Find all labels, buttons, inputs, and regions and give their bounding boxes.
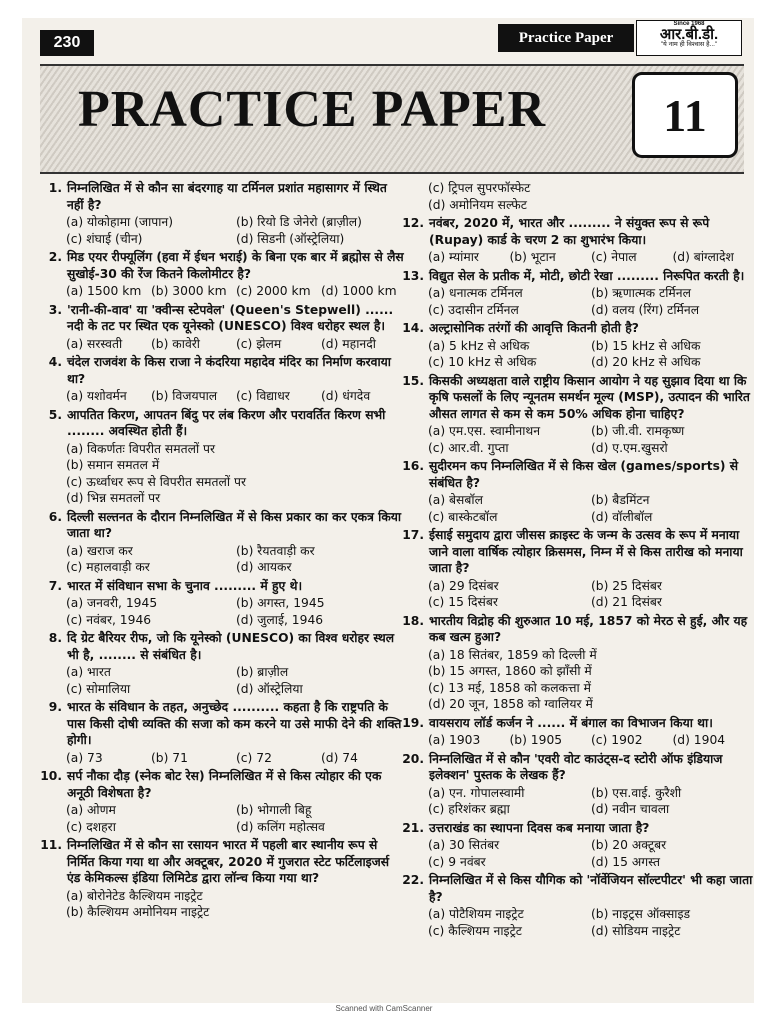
- question-text: दिल्ली सल्तनत के दौरान निम्नलिखित में से किस प्रकार का कर एकत्र किया जाता था?: [67, 509, 402, 540]
- question: [396, 872, 754, 905]
- page-title: PRACTICE PAPER: [78, 81, 547, 138]
- answer-option: (c) सोमालिया: [66, 681, 131, 696]
- option-list: [34, 595, 406, 628]
- answer-option: (c) आर.वी. गुप्ता: [428, 440, 509, 455]
- question-text: 'रानी-की-वाव' या 'क्वीन्स स्टेपवेल' (Queen's Stepwell) ...... नदी के तट पर स्थित एक यूनेस्को (UNESCO) विश्व धरोहर स्थल है।: [67, 302, 394, 333]
- answer-option: (d) 21 दिसंबर: [591, 595, 662, 609]
- question: [34, 249, 406, 282]
- question: [396, 527, 754, 577]
- answer-option: (c) महालवाड़ी कर: [66, 560, 150, 574]
- question: [396, 715, 754, 732]
- answer-option: (d) आयकर: [236, 560, 292, 574]
- answer-option: (d) सिडनी (ऑस्ट्रेलिया): [236, 231, 345, 246]
- answer-option: (b) समान समतल में: [66, 458, 160, 472]
- question-number: 4.: [48, 355, 62, 369]
- answer-option: (c) 72: [236, 750, 272, 765]
- option-list: [34, 802, 406, 835]
- option-list: [34, 543, 406, 576]
- answer-option: (c) नेपाल: [591, 250, 637, 264]
- answer-option: (c) 10 kHz से अधिक: [428, 355, 537, 369]
- answer-option: (a) खराज कर: [66, 543, 133, 558]
- answer-option: (d) वलय (रिंग) टर्मिनल: [591, 302, 700, 317]
- question-number: 22.: [402, 873, 424, 887]
- answer-option: (b) कैल्शियम अमोनियम नाइट्रेट: [66, 905, 210, 919]
- question: [396, 458, 754, 491]
- answer-option: (a) विकर्णतः विपरीत समतलों पर: [66, 441, 216, 456]
- question-number: 7.: [48, 578, 62, 593]
- question-number: 12.: [402, 216, 424, 230]
- answer-option: (d) वॉलीबॉल: [591, 509, 653, 524]
- question: [34, 180, 406, 213]
- answer-option: (c) 2000 km: [236, 284, 311, 298]
- question-number: 15.: [402, 373, 424, 388]
- question-text: निम्नलिखित में से किस यौगिक को 'नॉर्वेजियन सॉल्टपीटर' भी कहा जाता है?: [429, 873, 753, 904]
- answer-option: (b) ऋणात्मक टर्मिनल: [591, 286, 691, 300]
- answer-option: (a) ओणम: [66, 803, 116, 817]
- answer-option: (d) अमोनियम सल्फेट: [428, 197, 527, 212]
- question-number: 2.: [48, 250, 62, 264]
- question-number: 21.: [402, 820, 424, 835]
- answer-option: (b) 15 kHz से अधिक: [591, 338, 701, 353]
- answer-option: (c) हरिशंकर ब्रह्मा: [428, 802, 510, 816]
- question-text: दि ग्रेट बैरियर रीफ, जो कि यूनेस्को (UNESCO) का विश्व धरोहर स्थल भी है, ........ से संबंधित है।: [67, 631, 395, 662]
- left-column: [34, 180, 406, 923]
- answer-option: (a) 5 kHz से अधिक: [428, 338, 530, 353]
- logo-brand: आर.बी.डी.: [659, 26, 719, 43]
- answer-option: (d) महानदी: [321, 336, 376, 351]
- question-number: 16.: [402, 459, 424, 473]
- question-text: अल्ट्रासोनिक तरंगों की आवृत्ति कितनी होती है?: [429, 321, 639, 335]
- answer-option: (d) धंगदेव: [321, 389, 371, 403]
- answer-option: (a) भारत: [66, 665, 111, 679]
- option-list: [34, 888, 406, 921]
- option-list: [34, 441, 406, 507]
- paper-number: 11: [632, 72, 738, 158]
- question-text: भारत में संविधान सभा के चुनाव ......... में हुए थे।: [67, 578, 303, 593]
- question: [396, 751, 754, 784]
- answer-option: (d) 1904: [672, 733, 726, 747]
- question-number: 9.: [48, 700, 62, 714]
- option-list: [34, 214, 406, 247]
- answer-option: (a) 1500 km: [66, 284, 142, 298]
- answer-option: (b) विजयपाल: [151, 389, 218, 403]
- answer-option: (d) 20 kHz से अधिक: [591, 355, 701, 369]
- answer-option: (d) ऑस्ट्रेलिया: [236, 681, 303, 696]
- question-number: 13.: [402, 268, 424, 283]
- publisher-logo: [636, 20, 742, 56]
- logo-slogan: "ये नाम ही विश्वास है...": [660, 41, 718, 48]
- option-list: [396, 285, 754, 318]
- question: [34, 354, 406, 387]
- answer-option: (a) योकोहामा (जापान): [66, 215, 174, 229]
- answer-option: (c) नवंबर, 1946: [66, 612, 152, 627]
- option-list: [396, 249, 754, 266]
- logo-since: Since 1968: [673, 21, 705, 27]
- answer-option: (b) 1905: [509, 733, 563, 747]
- answer-option: (b) बैडमिंटन: [591, 493, 650, 507]
- answer-option: (d) सोडियम नाइट्रेट: [591, 923, 681, 938]
- page-number: 230: [40, 30, 94, 56]
- answer-option: (a) 30 सितंबर: [428, 838, 500, 852]
- answer-option: (b) 3000 km: [151, 284, 227, 298]
- question: [34, 837, 406, 887]
- option-list: [34, 664, 406, 697]
- answer-option: (c) कैल्शियम नाइट्रेट: [428, 923, 522, 938]
- answer-option: (b) अगस्त, 1945: [236, 596, 325, 610]
- answer-option: (a) 73: [66, 750, 103, 765]
- answer-option: (b) भोगाली बिहू: [236, 803, 312, 817]
- question: [34, 578, 406, 595]
- answer-option: (d) 15 अगस्त: [591, 854, 660, 869]
- answer-option: (c) शंघाई (चीन): [66, 231, 143, 246]
- answer-option: (a) एम.एस. स्वामीनाथन: [428, 424, 541, 438]
- option-list: [396, 423, 754, 456]
- question-number: 3.: [48, 302, 62, 317]
- question-text: सर्प नौका दौड़ (स्नेक बोट रेस) निम्नलिखित में से किस त्योहार की एक अनूठी विशेषता है?: [67, 769, 382, 800]
- answer-option: (c) विद्याधर: [236, 389, 290, 403]
- question: [396, 373, 754, 423]
- answer-option: (d) 1000 km: [321, 284, 397, 298]
- question-text: उत्तराखंड का स्थापना दिवस कब मनाया जाता है?: [429, 820, 650, 835]
- question-text: निम्नलिखित में से कौन 'एवरी वोट काउंट्स-द स्टोरी ऑफ इंडियाज इलेक्शन' पुस्तक के लेखक हैं?: [429, 751, 723, 782]
- question-number: 19.: [402, 715, 424, 730]
- scanner-watermark: Scanned with CamScanner: [335, 1004, 433, 1013]
- question-text: सुदीरमन कप निम्नलिखित में से किस खेल (games/sports) से संबंधित है?: [429, 459, 739, 490]
- answer-option: (d) नवीन चावला: [591, 802, 670, 816]
- continued-options: [396, 180, 754, 213]
- answer-option: (a) एन. गोपालस्वामी: [428, 785, 525, 800]
- answer-option: (d) कलिंग महोत्सव: [236, 819, 325, 834]
- answer-option: (a) पोटैशियम नाइट्रेट: [428, 907, 524, 921]
- option-list: [396, 906, 754, 939]
- question-number: 10.: [40, 769, 62, 783]
- answer-option: (b) एस.वाई. कुरैशी: [591, 785, 682, 800]
- question-text: ईसाई समुदाय द्वारा जीसस क्राइस्ट के जन्म के उत्सव के रूप में मनाया जाने वाला वार्षिक त्योहार क्रिसमस, निम्न में से किस तारीख को मनाया जाता है?: [429, 528, 743, 575]
- answer-option: (b) 71: [151, 750, 188, 765]
- answer-option: (b) 20 अक्टूबर: [591, 838, 667, 852]
- answer-option: (a) 18 सितंबर, 1859 को दिल्ली में: [428, 647, 597, 662]
- question-number: 1.: [48, 181, 62, 195]
- option-list: [396, 492, 754, 525]
- option-list: [34, 336, 406, 353]
- question: [396, 613, 754, 646]
- question-number: 5.: [48, 407, 62, 422]
- option-list: [396, 732, 754, 749]
- answer-option: (d) 20 जून, 1858 को ग्वालियर में: [428, 697, 593, 711]
- answer-option: (b) 15 अगस्त, 1860 को झाँसी में: [428, 664, 592, 678]
- question: [396, 320, 754, 337]
- question: [34, 768, 406, 801]
- question-text: निम्नलिखित में से कौन सा बंदरगाह या टर्मिनल प्रशांत महासागर में स्थित नहीं है?: [67, 181, 387, 212]
- question-number: 18.: [402, 613, 424, 628]
- answer-option: (a) म्यांमार: [428, 250, 479, 264]
- question: [396, 215, 754, 248]
- answer-option: (d) 74: [321, 750, 358, 765]
- right-column: [396, 180, 754, 941]
- question: [34, 699, 406, 749]
- answer-option: (b) 25 दिसंबर: [591, 578, 662, 593]
- question-number: 6.: [48, 509, 62, 524]
- question-text: वायसराय लॉर्ड कर्जन ने ...... में बंगाल का विभाजन किया था।: [429, 715, 713, 730]
- answer-option: (a) 1903: [428, 733, 481, 747]
- option-list: [396, 338, 754, 371]
- question: [396, 268, 754, 285]
- answer-option: (a) बेसबॉल: [428, 493, 483, 507]
- answer-option: (a) 29 दिसंबर: [428, 578, 499, 593]
- question-text: भारतीय विद्रोह की शुरुआत 10 मई, 1857 को मेरठ से हुई, और यह कब खत्म हुआ?: [429, 613, 748, 644]
- question-number: 20.: [402, 751, 424, 766]
- question-text: मिड एयर रीफ्यूलिंग (हवा में ईधन भराई) के बिना एक बार में ब्रह्मोस से लैस सुखोई-30 की रेंज कितने किलोमीटर है?: [67, 250, 404, 281]
- question: [396, 820, 754, 837]
- answer-option: (d) ए.एम.खुसरो: [591, 440, 668, 455]
- answer-option: (a) बोरोनेटेड कैल्शियम नाइट्रेट: [66, 888, 203, 903]
- answer-option: (c) ट्रिपल सुपरफॉस्फेट: [428, 181, 531, 195]
- question-text: नवंबर, 2020 में, भारत और ......... ने संयुक्त रूप से रूपे (Rupay) कार्ड के चरण 2 का शुभारंभ किया।: [429, 216, 710, 247]
- answer-option: (b) ब्राज़ील: [236, 665, 289, 679]
- answer-option: (b) भूटान: [509, 250, 556, 264]
- answer-option: (c) 9 नवंबर: [428, 854, 486, 869]
- answer-option: (c) 13 मई, 1858 को कलकत्ता में: [428, 680, 591, 695]
- question-number: 11.: [40, 838, 62, 852]
- answer-option: (b) रैयतवाड़ी कर: [236, 543, 315, 558]
- answer-option: (d) जुलाई, 1946: [236, 612, 324, 627]
- answer-option: (d) भिन्न समतलों पर: [66, 491, 161, 505]
- question-number: 8.: [48, 631, 62, 645]
- answer-option: (c) झेलम: [236, 336, 282, 351]
- option-list: [34, 750, 406, 767]
- option-list: [396, 578, 754, 611]
- option-list: [34, 283, 406, 300]
- question-text: विद्युत सेल के प्रतीक में, मोटी, छोटी रेखा ......... निरूपित करती है।: [429, 268, 745, 283]
- section-tag: Practice Paper: [498, 24, 634, 52]
- option-list: [396, 647, 754, 713]
- answer-option: (c) 1902: [591, 733, 643, 747]
- question: [34, 509, 406, 542]
- question-text: चंदेल राजवंश के किस राजा ने कंदरिया महादेव मंदिर का निर्माण करवाया था?: [67, 355, 391, 386]
- answer-option: (c) उदासीन टर्मिनल: [428, 302, 519, 317]
- answer-option: (b) रियो डि जेनेरो (ब्राज़ील): [236, 215, 362, 229]
- answer-option: (d) बांग्लादेश: [672, 250, 734, 264]
- question-text: निम्नलिखित में से कौन सा रसायन भारत में पहली बार स्थानीय रूप से निर्मित किया गया था और अक्टूबर, 2020 में गुजरात स्टेट फर्टिलाइजर्स एंड केमिकल्स इंडिया लिमिटेड द्वारा लॉन्च किया गया था?: [67, 838, 390, 885]
- answer-option: (b) नाइट्रस ऑक्साइड: [591, 907, 691, 921]
- question-text: भारत के संविधान के तहत, अनुच्छेद .......... कहता है कि राष्ट्रपति के पास किसी दोषी व्यक्ति की सजा को कम करने या उसे माफी देने की शक्ति होगी।: [67, 700, 402, 747]
- question: [34, 302, 406, 335]
- question-text: किसकी अध्यक्षता वाले राष्ट्रीय किसान आयोग ने यह सुझाव दिया था कि कृषि फसलों के लिए न्यूनतम समर्थन मूल्य (MSP), उत्पादन की भारित औसत लागत से कम से कम 50% अधिक होना चाहिए?: [429, 373, 750, 421]
- question-number: 17.: [402, 528, 424, 542]
- question-text: आपतित किरण, आपतन बिंदु पर लंब किरण और परावर्तित किरण सभी ........ अवस्थित होती हैं।: [67, 407, 386, 438]
- question-number: 14.: [402, 321, 424, 335]
- answer-option: (b) जी.वी. रामकृष्ण: [591, 424, 685, 438]
- option-list: [396, 785, 754, 818]
- answer-option: (c) 15 दिसंबर: [428, 595, 498, 609]
- option-list: [396, 837, 754, 870]
- question: [34, 407, 406, 440]
- answer-option: (a) जनवरी, 1945: [66, 596, 158, 610]
- answer-option: (a) सरस्वती: [66, 336, 123, 351]
- answer-option: (c) बास्केटबॉल: [428, 509, 498, 524]
- option-list: [34, 388, 406, 405]
- answer-option: (b) कावेरी: [151, 336, 200, 351]
- answer-option: (c) ऊर्ध्वाधर रूप से विपरीत समतलों पर: [66, 474, 246, 489]
- answer-option: (a) यशोवर्मन: [66, 389, 127, 403]
- answer-option: (c) दशहरा: [66, 819, 116, 834]
- answer-option: (a) धनात्मक टर्मिनल: [428, 286, 523, 300]
- question: [34, 630, 406, 663]
